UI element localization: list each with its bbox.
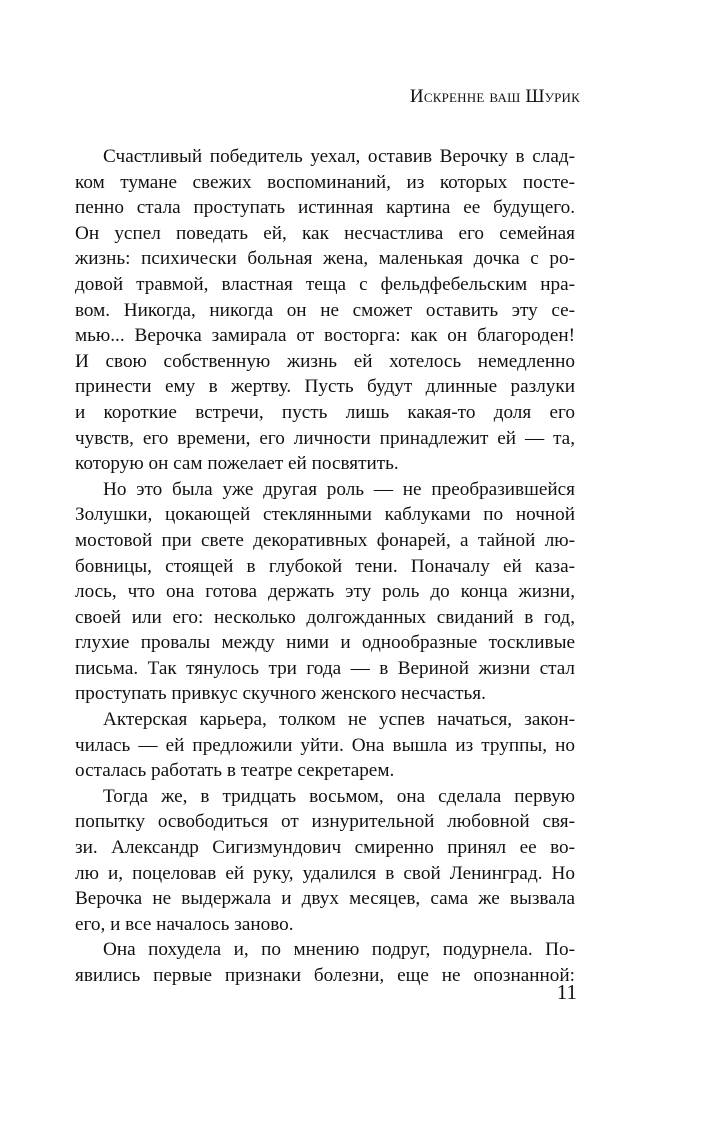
page-number: 11: [556, 980, 577, 1004]
text-line: попытку освободиться от изнурительной любовной свя-: [75, 811, 575, 833]
text-line: письма. Так тянулось три года — в Вериной жизни стал: [75, 657, 575, 679]
text-line: Но это была уже другая роль — не преобразившейся: [103, 478, 575, 500]
paragraph: [75, 937, 575, 988]
text-line: лось, что она готова держать эту роль до конца жизни,: [75, 581, 575, 603]
text-line: и короткие встречи, пусть лишь какая-то доля его: [75, 401, 575, 423]
text-line: Верочка не выдержала и двух месяцев, сама же вызвала: [75, 888, 575, 910]
text-line: зи. Александр Сигизмундович смиренно принял ее во-: [75, 837, 575, 859]
text-line: чувств, его времени, его личности принадлежит ей — та,: [75, 427, 575, 449]
text-line: своей или его: несколько долгожданных свиданий в год,: [75, 606, 575, 628]
text-line: Счастливый победитель уехал, оставив Верочку в слад-: [103, 146, 575, 167]
text-line: мостовой при свете декоративных фонарей, а тайной лю-: [75, 529, 575, 551]
text-line: осталась работать в театре секретарем.: [75, 760, 395, 782]
paragraph: [75, 707, 575, 784]
text-line: Она похудела и, по мнению подруг, подурнела. По-: [103, 939, 575, 961]
text-line: ком тумане свежих воспоминаний, из которых посте-: [75, 171, 575, 193]
text-line: бовницы, стоящей в глубокой тени. Поначалу ей каза-: [75, 555, 575, 577]
text-line: жизнь: психически больная жена, маленькая дочка с ро-: [75, 248, 575, 270]
text-line: лю и, поцеловав ей руку, удалился в свой Ленинград. Но: [75, 862, 575, 884]
text-line: явились первые признаки болезни, еще не опознанной:: [75, 965, 575, 986]
text-line: Он успел поведать ей, как несчастлива его семейная: [75, 222, 575, 244]
body-text: [75, 144, 575, 989]
running-title: Искренне ваш Шурик: [409, 86, 580, 107]
paragraph: [75, 477, 575, 707]
text-line: довой травмой, властная теща с фельдфебельским нра-: [75, 273, 575, 295]
text-line: чилась — ей предложили уйти. Она вышла из труппы, но: [75, 734, 575, 756]
text-line: мью... Верочка замирала от восторга: как он благороден!: [75, 325, 575, 347]
paragraph: [75, 784, 575, 938]
text-line: его, и все началось заново.: [75, 913, 294, 935]
text-line: И свою собственную жизнь ей хотелось немедленно: [75, 350, 575, 372]
text-line: вом. Никогда, никогда он не сможет оставить эту се-: [75, 299, 575, 321]
text-line: принести ему в жертву. Пусть будут длинные разлуки: [75, 376, 575, 398]
text-line: Актерская карьера, толком не успев начаться, закон-: [103, 709, 575, 731]
text-line: пенно стала проступать истинная картина ее будущего.: [75, 197, 575, 219]
text-line: Тогда же, в тридцать восьмом, она сделала первую: [103, 785, 575, 807]
text-line: которую он сам пожелает ей посвятить.: [75, 453, 399, 475]
text-line: глухие провалы между ними и однообразные тоскливые: [75, 632, 575, 654]
paragraph: [75, 144, 575, 477]
text-line: проступать привкус скучного женского несчастья.: [75, 683, 486, 705]
text-line: Золушки, цокающей стеклянными каблуками по ночной: [75, 504, 575, 526]
